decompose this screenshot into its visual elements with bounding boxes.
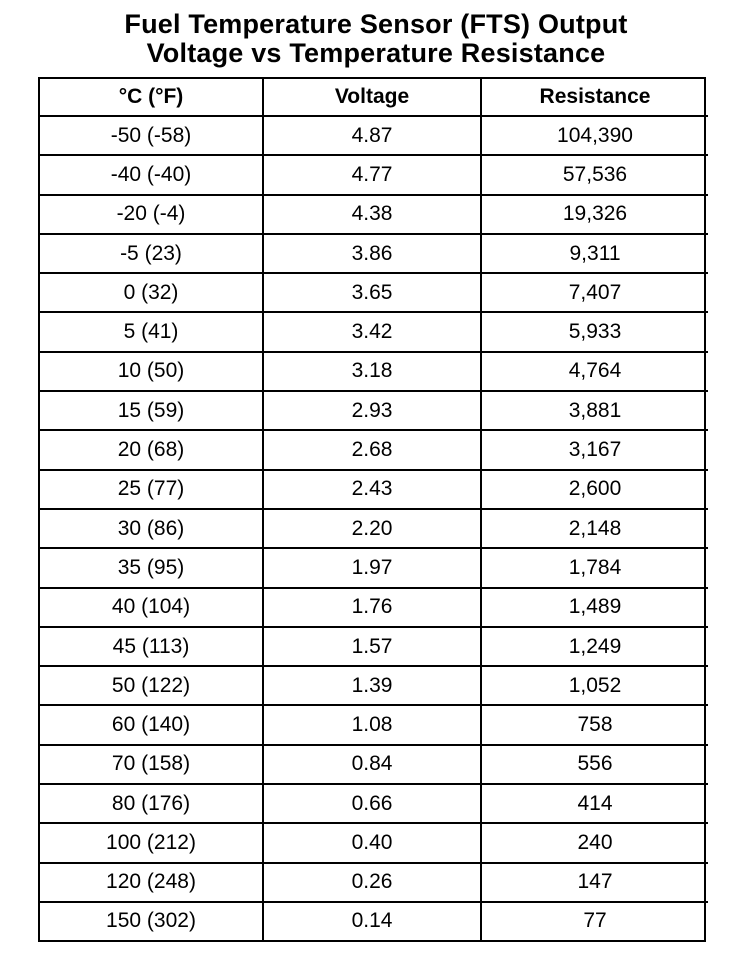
table-row xyxy=(40,588,708,627)
voltage-cell: 4.87 xyxy=(263,116,481,155)
voltage-cell: 2.20 xyxy=(263,509,481,548)
voltage-cell: 2.43 xyxy=(263,470,481,509)
chart-title: Fuel Temperature Sensor (FTS) Output xyxy=(124,9,628,39)
resistance-cell: 414 xyxy=(481,784,708,823)
resistance-cell: 556 xyxy=(481,745,708,784)
resistance-cell: 147 xyxy=(481,863,708,902)
resistance-cell: 1,249 xyxy=(481,627,708,666)
voltage-cell: 1.39 xyxy=(263,666,481,705)
resistance-cell: 240 xyxy=(481,823,708,862)
data-table xyxy=(40,79,708,940)
table-row xyxy=(40,863,708,902)
table-row xyxy=(40,391,708,430)
table-row xyxy=(40,705,708,744)
voltage-cell: 0.40 xyxy=(263,823,481,862)
column-header-voltage: Voltage xyxy=(263,79,481,116)
resistance-cell: 3,881 xyxy=(481,391,708,430)
table-row xyxy=(40,784,708,823)
temperature-cell: 35 (95) xyxy=(40,548,263,587)
resistance-cell: 77 xyxy=(481,902,708,940)
table-row xyxy=(40,116,708,155)
table-row xyxy=(40,823,708,862)
voltage-cell: 0.26 xyxy=(263,863,481,902)
temperature-cell: 40 (104) xyxy=(40,588,263,627)
table-header-row xyxy=(40,79,708,116)
voltage-cell: 4.77 xyxy=(263,155,481,194)
voltage-cell: 0.84 xyxy=(263,745,481,784)
table-row xyxy=(40,273,708,312)
resistance-cell: 4,764 xyxy=(481,352,708,391)
temperature-cell: -20 (-4) xyxy=(40,195,263,234)
table-row xyxy=(40,155,708,194)
voltage-cell: 1.57 xyxy=(263,627,481,666)
resistance-cell: 57,536 xyxy=(481,155,708,194)
temperature-cell: 70 (158) xyxy=(40,745,263,784)
temperature-cell: -50 (-58) xyxy=(40,116,263,155)
temperature-cell: 60 (140) xyxy=(40,705,263,744)
temperature-cell: 80 (176) xyxy=(40,784,263,823)
table-row xyxy=(40,548,708,587)
voltage-cell: 3.18 xyxy=(263,352,481,391)
table-body xyxy=(40,116,708,940)
table-row xyxy=(40,470,708,509)
resistance-cell: 19,326 xyxy=(481,195,708,234)
voltage-cell: 2.93 xyxy=(263,391,481,430)
resistance-cell: 1,052 xyxy=(481,666,708,705)
temperature-cell: 50 (122) xyxy=(40,666,263,705)
resistance-cell: 2,600 xyxy=(481,470,708,509)
table-row xyxy=(40,195,708,234)
voltage-cell: 1.76 xyxy=(263,588,481,627)
table-row xyxy=(40,745,708,784)
table-row xyxy=(40,352,708,391)
chart-subtitle: Voltage vs Temperature Resistance xyxy=(146,38,606,68)
voltage-cell: 1.97 xyxy=(263,548,481,587)
table-row xyxy=(40,627,708,666)
temperature-cell: -5 (23) xyxy=(40,234,263,273)
data-table-frame xyxy=(38,77,706,942)
temperature-cell: 0 (32) xyxy=(40,273,263,312)
temperature-cell: 5 (41) xyxy=(40,312,263,351)
temperature-cell: -40 (-40) xyxy=(40,155,263,194)
resistance-cell: 2,148 xyxy=(481,509,708,548)
temperature-cell: 10 (50) xyxy=(40,352,263,391)
voltage-cell: 3.65 xyxy=(263,273,481,312)
resistance-cell: 7,407 xyxy=(481,273,708,312)
temperature-cell: 20 (68) xyxy=(40,430,263,469)
table-row xyxy=(40,430,708,469)
temperature-cell: 45 (113) xyxy=(40,627,263,666)
voltage-cell: 1.08 xyxy=(263,705,481,744)
table-row xyxy=(40,902,708,940)
temperature-cell: 100 (212) xyxy=(40,823,263,862)
resistance-cell: 758 xyxy=(481,705,708,744)
table-row xyxy=(40,509,708,548)
temperature-cell: 25 (77) xyxy=(40,470,263,509)
resistance-cell: 1,784 xyxy=(481,548,708,587)
resistance-cell: 104,390 xyxy=(481,116,708,155)
resistance-cell: 1,489 xyxy=(481,588,708,627)
resistance-cell: 5,933 xyxy=(481,312,708,351)
voltage-cell: 0.14 xyxy=(263,902,481,940)
table-row xyxy=(40,234,708,273)
voltage-cell: 3.86 xyxy=(263,234,481,273)
temperature-cell: 30 (86) xyxy=(40,509,263,548)
column-header-temperature: °C (°F) xyxy=(40,79,263,116)
temperature-cell: 150 (302) xyxy=(40,902,263,940)
temperature-cell: 15 (59) xyxy=(40,391,263,430)
resistance-cell: 3,167 xyxy=(481,430,708,469)
voltage-cell: 4.38 xyxy=(263,195,481,234)
table-row xyxy=(40,312,708,351)
table-row xyxy=(40,666,708,705)
voltage-cell: 2.68 xyxy=(263,430,481,469)
voltage-cell: 3.42 xyxy=(263,312,481,351)
column-header-resistance: Resistance xyxy=(481,79,708,116)
voltage-cell: 0.66 xyxy=(263,784,481,823)
resistance-cell: 9,311 xyxy=(481,234,708,273)
temperature-cell: 120 (248) xyxy=(40,863,263,902)
